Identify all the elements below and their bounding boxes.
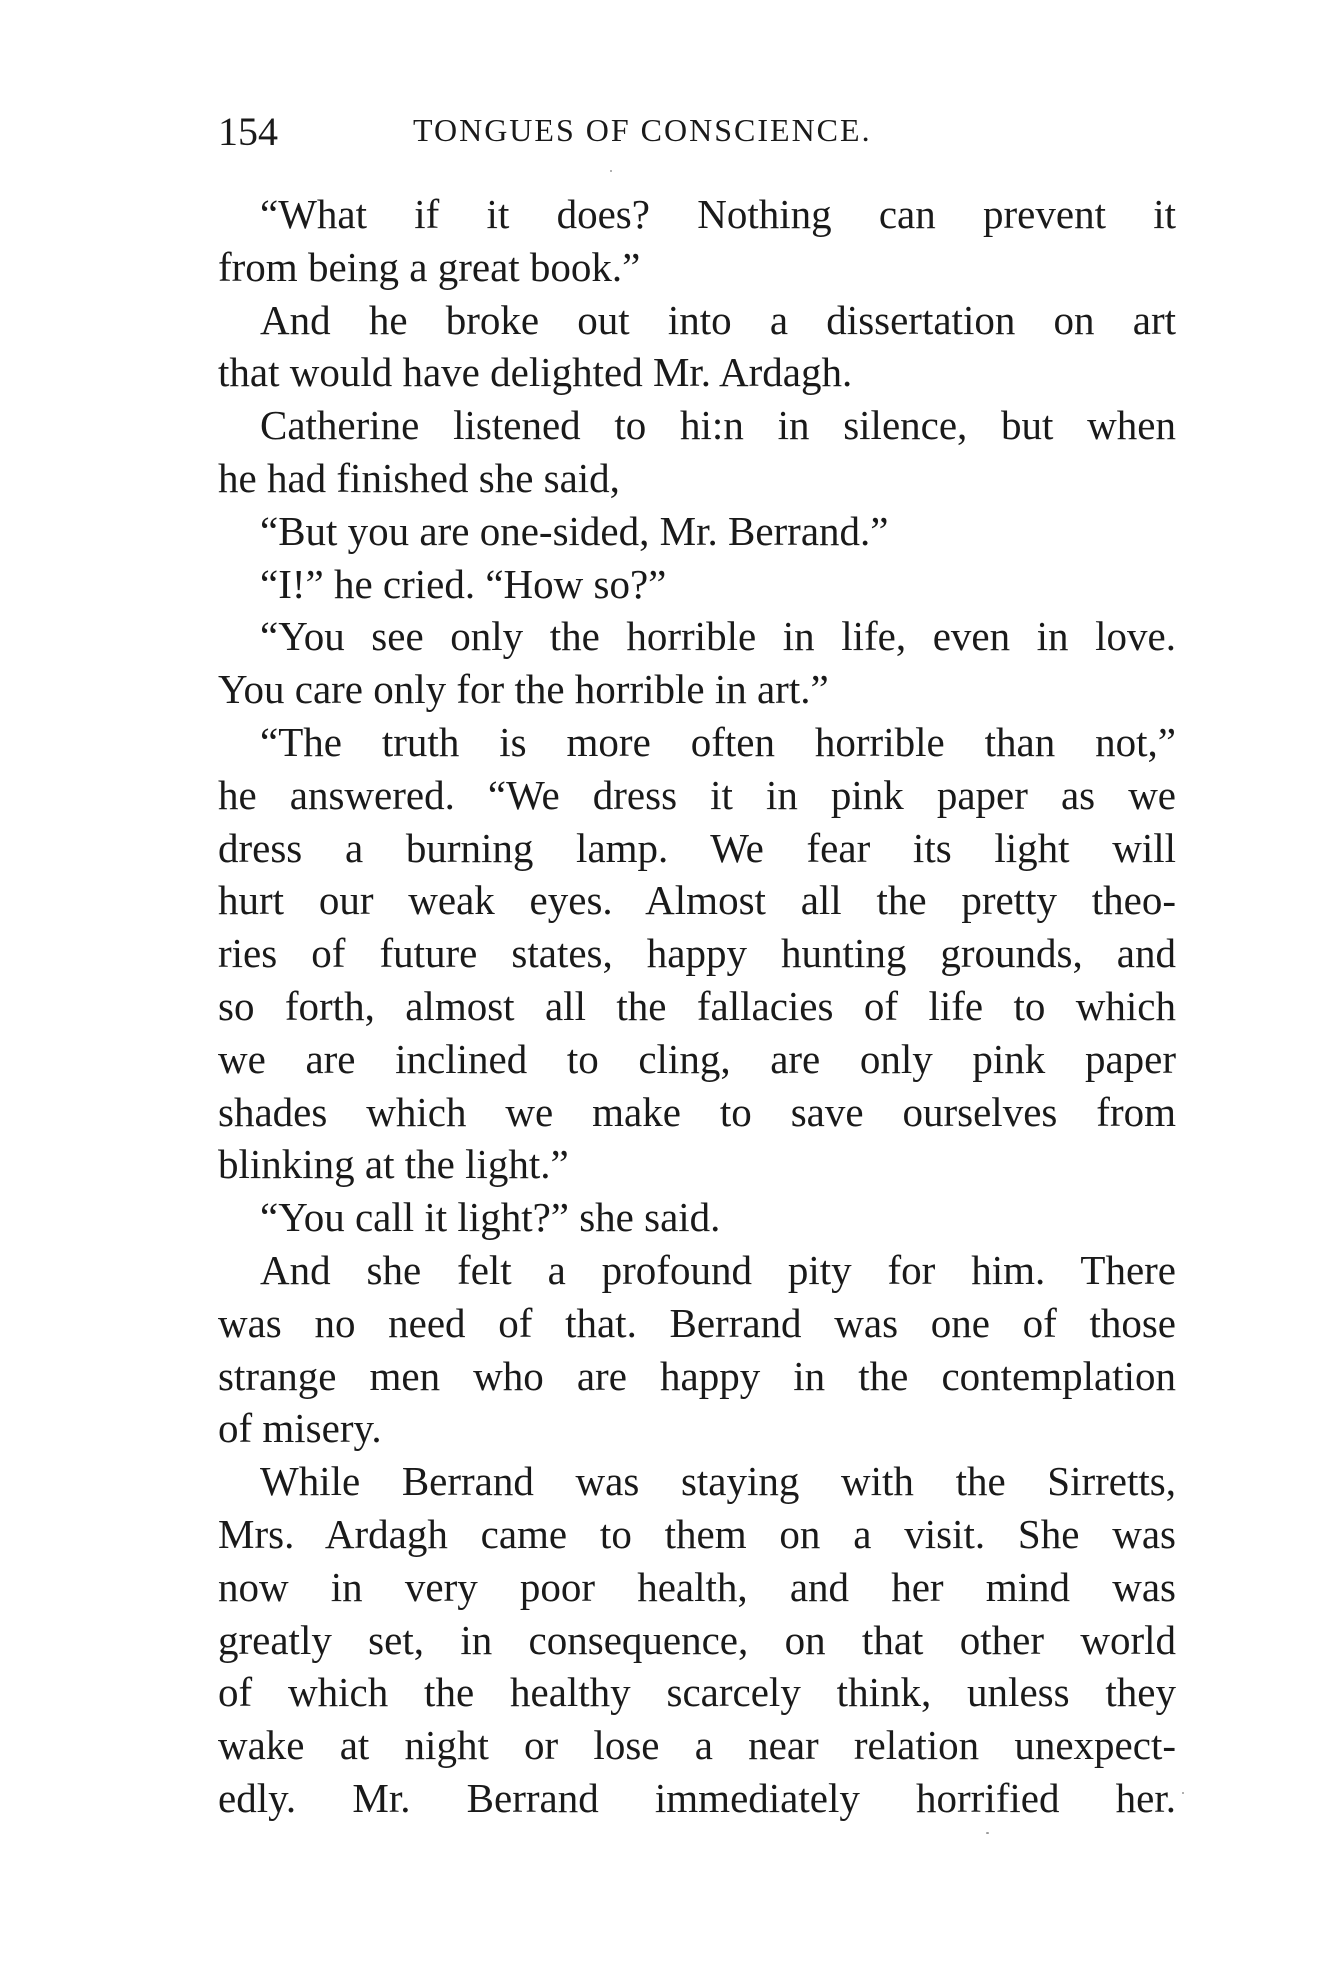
text-line: “You call it light?” she said.: [260, 1194, 721, 1241]
text-line: of which the healthy scarcely think, unless they: [218, 1669, 1176, 1716]
text-line: from being a great book.”: [218, 243, 641, 290]
text-line: edly. Mr. Berrand immediately horrified her.: [218, 1774, 1176, 1821]
paper-speck: [610, 170, 612, 172]
page-number: 154: [218, 109, 278, 154]
text-line: blinking at the light.”: [218, 1141, 569, 1188]
text-line: wake at night or lose a near relation unexpect-: [218, 1722, 1176, 1769]
text-line: shades which we make to save ourselves from: [218, 1088, 1176, 1135]
text-line: “The truth is more often horrible than not,”: [260, 718, 1176, 765]
text-line: strange men who are happy in the contemplation: [218, 1352, 1176, 1399]
text-line: “I!” he cried. “How so?”: [260, 560, 667, 607]
text-line: “You see only the horrible in life, even in love.: [260, 613, 1176, 660]
running-title: TONGUES OF CONSCIENCE.: [413, 112, 872, 148]
text-line: now in very poor health, and her mind was: [218, 1563, 1176, 1610]
text-line: You care only for the horrible in art.”: [218, 666, 829, 713]
text-line: that would have delighted Mr. Ardagh.: [218, 349, 853, 396]
body-text: [218, 188, 1176, 1825]
text-line: hurt our weak eyes. Almost all the pretty theo-: [218, 877, 1176, 924]
text-line: he answered. “We dress it in pink paper as we: [218, 771, 1176, 818]
text-line: “What if it does? Nothing can prevent it: [260, 191, 1176, 237]
text-line: Catherine listened to hi:n in silence, but when: [260, 402, 1176, 449]
text-line: he had finished she said,: [218, 454, 620, 501]
text-line: dress a burning lamp. We fear its light will: [218, 824, 1176, 871]
paper-speck: [986, 1832, 989, 1834]
running-head: [218, 108, 1178, 158]
paper-speck: [1182, 1792, 1184, 1794]
text-line: we are inclined to cling, are only pink paper: [218, 1035, 1176, 1082]
text-line: so forth, almost all the fallacies of life to which: [218, 982, 1176, 1029]
text-line: While Berrand was staying with the Sirretts,: [260, 1458, 1176, 1505]
text-line: ries of future states, happy hunting grounds, and: [218, 930, 1176, 977]
text-line: And she felt a profound pity for him. There: [260, 1246, 1176, 1293]
text-line: of misery.: [218, 1405, 382, 1452]
text-line: “But you are one-sided, Mr. Berrand.”: [260, 507, 889, 554]
text-line: Mrs. Ardagh came to them on a visit. She was: [218, 1510, 1176, 1557]
text-line: And he broke out into a dissertation on art: [260, 296, 1176, 343]
text-line: greatly set, in consequence, on that other world: [218, 1616, 1176, 1663]
text-line: was no need of that. Berrand was one of those: [218, 1299, 1176, 1346]
